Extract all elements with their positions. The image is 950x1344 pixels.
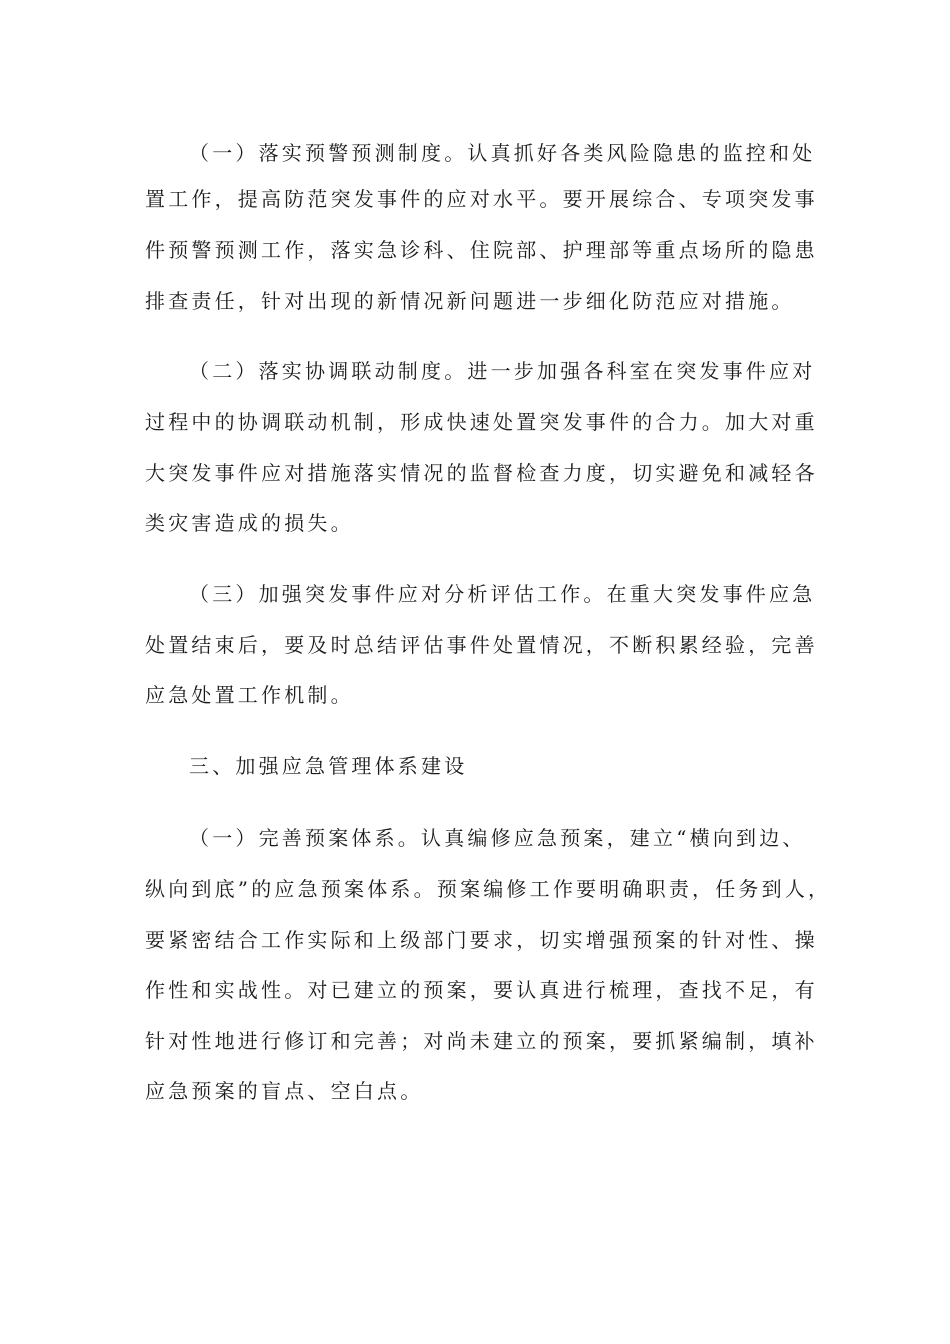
- paragraph-4-line-3: 要紧密结合工作实际和上级部门要求，切实增强预案的针对性、操: [145, 928, 818, 952]
- paragraph-1-line-3: 件预警预测工作，落实急诊科、住院部、护理部等重点场所的隐患: [145, 238, 818, 262]
- paragraph-3-line-3: 应急处置工作机制。: [145, 683, 354, 707]
- section-heading: 三、加强应急管理体系建设: [189, 754, 468, 778]
- paragraph-4-line-4: 作性和实战性。对已建立的预案，要认真进行梳理，查找不足，有: [145, 978, 818, 1002]
- paragraph-1-line-4: 排查责任，针对出现的新情况新问题进一步细化防范应对措施。: [145, 289, 795, 313]
- paragraph-3-line-2: 处置结束后，要及时总结评估事件处置情况，不断积累经验，完善: [145, 633, 818, 657]
- paragraph-1-line-2: 置工作，提高防范突发事件的应对水平。要开展综合、专项突发事: [145, 187, 818, 211]
- paragraph-3-line-1: （三）加强突发事件应对分析评估工作。在重大突发事件应急: [189, 582, 816, 606]
- paragraph-2-line-4: 类灾害造成的损失。: [145, 511, 354, 535]
- paragraph-2-line-2: 过程中的协调联动机制，形成快速处置突发事件的合力。加大对重: [145, 410, 818, 434]
- paragraph-1-line-1: （一）落实预警预测制度。认真抓好各类风险隐患的监控和处: [189, 141, 816, 165]
- paragraph-4-line-5: 针对性地进行修订和完善；对尚未建立的预案，要抓紧编制，填补: [145, 1029, 818, 1053]
- paragraph-2-line-3: 大突发事件应对措施落实情况的监督检查力度，切实避免和减轻各: [145, 461, 818, 485]
- paragraph-4-line-6: 应急预案的盲点、空白点。: [145, 1079, 424, 1103]
- paragraph-4-line-1: （一）完善预案体系。认真编修应急预案，建立“横向到边、: [189, 826, 806, 850]
- paragraph-4-line-2: 纵向到底”的应急预案体系。预案编修工作要明确职责，任务到人，: [145, 877, 832, 901]
- paragraph-2-line-1: （二）落实协调联动制度。进一步加强各科室在突发事件应对: [189, 359, 816, 383]
